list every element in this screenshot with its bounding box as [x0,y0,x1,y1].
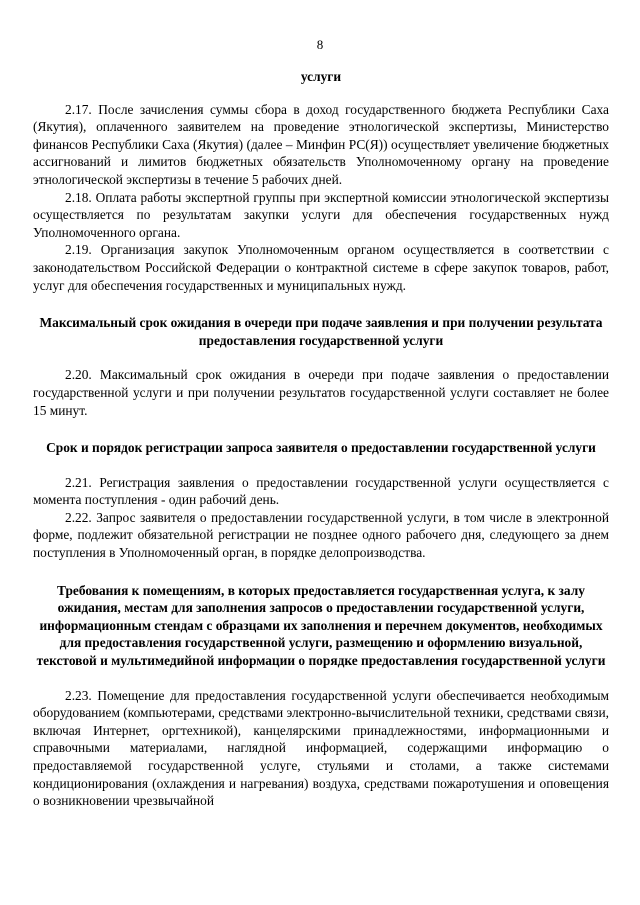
section-heading-premises: Требования к помещениям, в которых предоставляется государственная услуга, к залу ожидания, местам для заполнения запросов о предоставлении государственной услуги, информационным стендам с образцами их заполнения и перечнем документов, необходимых для предоставления государственной услуги, размещению и оформлению визуальной, текстовой и мультимедийной информации о порядке предоставления государственной услуги [36,582,606,669]
continued-heading: услуги [300,69,342,84]
section-heading-registration: Срок и порядок регистрации запроса заявителя о предоставлении государственной услуги [46,440,596,456]
paragraph-2-22: 2.22. Запрос заявителя о предоставлении государственной услуги, в том числе в электронной форме, подлежит обязательной регистрации не позднее одного рабочего дня, следующего за днем поступления в Уполномоченный орган, в порядке делопроизводства. [33,509,609,561]
paragraph-2-19: 2.19. Организация закупок Уполномоченным органом осуществляется в соответствии с законодательством Российской Федерации о контрактной системе в сфере закупок товаров, работ, услуг для обеспечения государственных и муниципальных нужд. [33,242,609,293]
paragraph-2-21: 2.21. Регистрация заявления о предоставлении государственной услуги осуществляется с момента поступления - один рабочий день. [33,474,609,508]
page-number: 8 [316,37,324,52]
paragraph-2-17: 2.17. После зачисления суммы сбора в доход государственного бюджета Республики Саха (Якутия), оплаченного заявителем на проведение этнологической экспертизы, Министерство финансов Республики Саха (Якутия) (далее – Минфин РС(Я)) осуществляет увеличение бюджетных ассигнований и лимитов бюджетных обязательств Уполномоченному органу на проведение этнологической экспертизы в течение 5 рабочих дней. [33,101,609,187]
paragraph-2-20: 2.20. Максимальный срок ожидания в очереди при подаче заявления о предоставлении государственной услуги и при получении результатов государственной услуги составляет не более 15 минут. [33,367,609,418]
page-content [33,68,609,810]
paragraph-2-23: 2.23. Помещение для предоставления государственной услуги обеспечивается необходимым оборудованием (компьютерами, средствами электронно-вычислительной техники, средствами связи, включая Интернет, оргтехникой), канцелярскими принадлежностями, информационными и справочными материалами, наглядной информацией, содержащими информацию о предоставляемой государственной услуге, стульями и столами, а также системами кондиционирования (охлаждения и нагревания) воздуха, средствами пожаротушения и оповещения о возникновении чрезвычайной [33,687,609,809]
paragraph-2-18: 2.18. Оплата работы экспертной группы при экспертной комиссии этнологической экспертизы осуществляется по результатам закупки услуги для обеспечения государственных нужд Уполномоченного органа. [33,189,609,240]
section-heading-queue-time: Максимальный срок ожидания в очереди при подаче заявления и при получении результата предоставления государственной услуги [39,315,603,348]
